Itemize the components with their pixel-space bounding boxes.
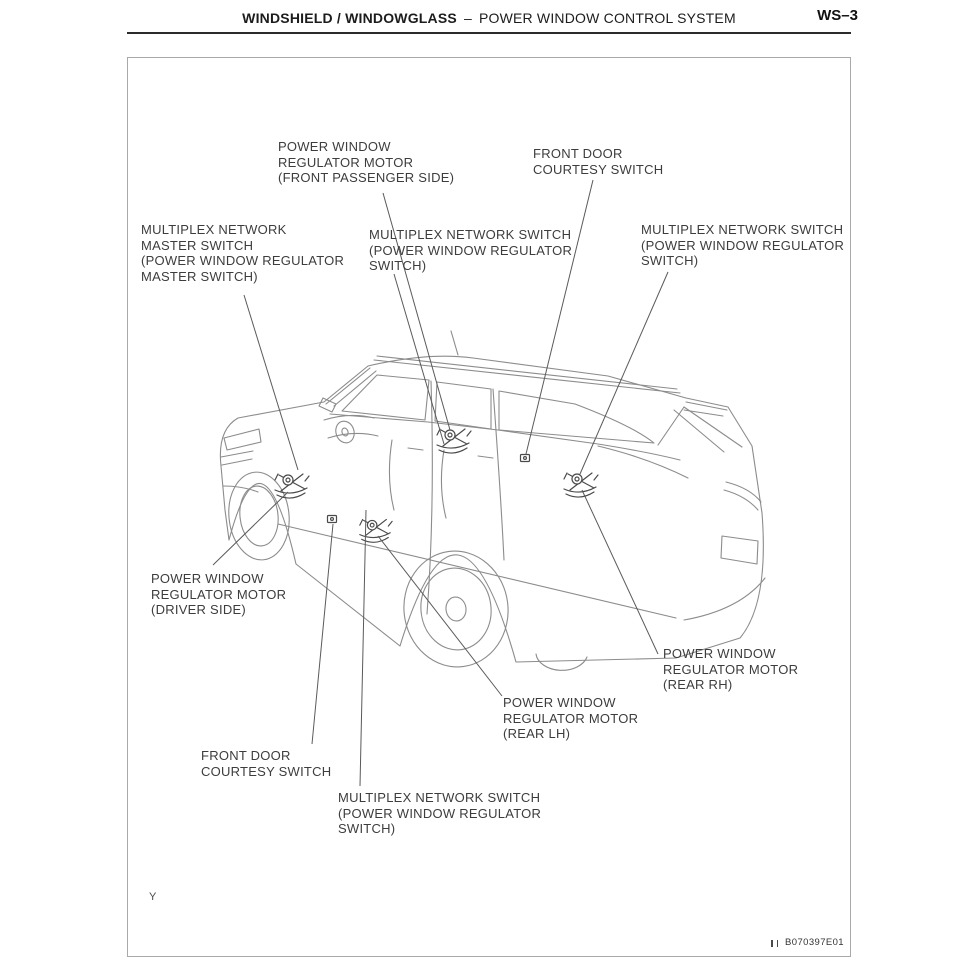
callout-line: POWER WINDOW: [151, 571, 264, 586]
leader-line: [580, 272, 668, 474]
callout-line: FRONT DOOR: [201, 748, 291, 763]
callout-line: SWITCH): [641, 253, 699, 268]
callout-front-door-courtesy-switch-bottom: [201, 748, 331, 779]
callout-line: (REAR LH): [503, 726, 571, 741]
callout-front-door-courtesy-switch-top: [533, 146, 663, 177]
leader-line: [582, 490, 658, 654]
callout-line: REGULATOR MOTOR: [663, 661, 799, 677]
callout-line: REGULATOR MOTOR: [278, 154, 414, 170]
callout-line: MULTIPLEX NETWORK SWITCH: [338, 790, 541, 805]
callout-regulator-motor-rear-rh: [663, 646, 798, 693]
callout-regulator-motor-rear-lh: [503, 695, 638, 742]
window-regulator-icon-rear-lh: [360, 519, 392, 542]
window-regulator-icon-driver: [275, 474, 309, 498]
leader-line: [526, 180, 593, 454]
leader-line: [312, 524, 333, 744]
page-number: WS–3: [817, 7, 858, 24]
figure-code: B070397E01: [785, 937, 844, 948]
header-dash: –: [463, 10, 472, 26]
callout-line: (POWER WINDOW REGULATOR: [641, 237, 845, 253]
leader-line: [360, 510, 366, 786]
window-regulator-icon-rear-rh: [564, 473, 598, 497]
callout-multiplex-network-switch-center: [369, 227, 572, 274]
page-header-title: [127, 10, 851, 26]
callout-line: (POWER WINDOW REGULATOR: [369, 242, 573, 258]
header-rule: [127, 32, 851, 34]
callout-line: REGULATOR MOTOR: [503, 710, 639, 726]
courtesy-switch-icon-top: [521, 455, 530, 462]
callout-line: COURTESY SWITCH: [533, 161, 664, 177]
callout-line: MULTIPLEX NETWORK SWITCH: [369, 227, 572, 242]
callout-line: MULTIPLEX NETWORK SWITCH: [641, 222, 844, 237]
callout-multiplex-network-switch-right: [641, 222, 844, 269]
callout-line: (POWER WINDOW REGULATOR: [338, 805, 542, 821]
window-regulator-icon-front-passenger: [437, 429, 471, 453]
section-title: WINDSHIELD / WINDOWGLASS: [242, 10, 457, 26]
callout-line: POWER WINDOW: [278, 139, 391, 154]
callout-multiplex-network-switch-bottom: [338, 790, 541, 837]
callout-line: FRONT DOOR: [533, 146, 623, 161]
callout-line: (POWER WINDOW REGULATOR: [141, 253, 345, 268]
courtesy-switch-icon-bottom: [328, 516, 337, 523]
callout-regulator-motor-front-passenger: [278, 139, 454, 186]
car-illustration: [220, 331, 765, 673]
figure-box: [127, 57, 851, 957]
callout-line: MASTER SWITCH: [141, 237, 254, 253]
callout-line: MASTER SWITCH): [141, 268, 258, 284]
callout-line: (FRONT PASSENGER SIDE): [278, 170, 455, 185]
callout-line: (REAR RH): [663, 677, 733, 692]
callout-line: COURTESY SWITCH: [201, 763, 332, 779]
callout-multiplex-network-master-switch: [141, 222, 344, 284]
topic-title: POWER WINDOW CONTROL SYSTEM: [478, 10, 736, 26]
callout-line: SWITCH): [338, 821, 396, 836]
callout-line: REGULATOR MOTOR: [151, 586, 287, 602]
callout-line: POWER WINDOW: [663, 646, 776, 661]
callout-line: SWITCH): [369, 258, 427, 273]
print-registration-mark: [771, 940, 778, 947]
callout-regulator-motor-driver-side: [151, 571, 286, 618]
callout-line: POWER WINDOW: [503, 695, 616, 710]
component-symbols: [275, 429, 598, 542]
callout-line: (DRIVER SIDE): [151, 602, 246, 617]
corner-marker: Y: [149, 891, 157, 903]
callout-line: MULTIPLEX NETWORK: [141, 222, 287, 237]
